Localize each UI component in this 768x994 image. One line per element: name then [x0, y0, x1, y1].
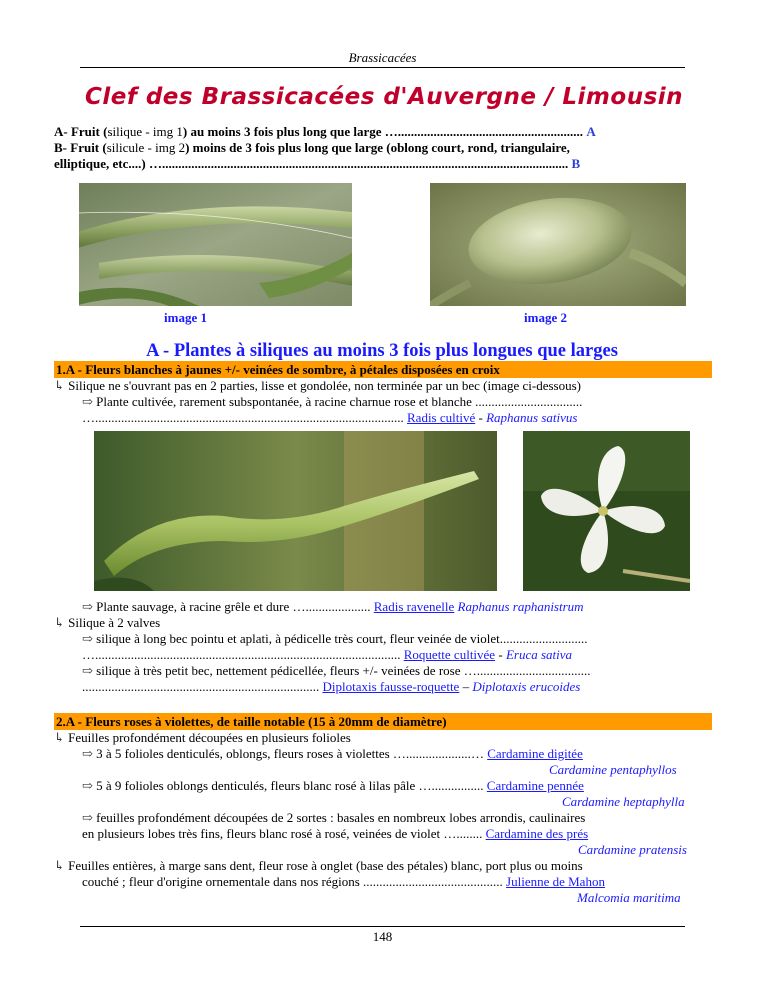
branch-arrow-icon: ↳: [54, 615, 65, 630]
arrow-right-icon: ⇨: [82, 810, 93, 825]
key-item: …............................................................................................... Radis cultivé - Raphanus sativus: [82, 410, 578, 425]
section-2a-band: 2.A - Fleurs roses à violettes, de taille notable (15 à 20mm de diamètre): [54, 713, 712, 730]
key-item: ⇨ Plante cultivée, rarement subspontanée, à racine charnue rose et blanche .................................: [82, 394, 583, 409]
link-roquette-cultivee[interactable]: Roquette cultivée: [403, 647, 496, 662]
key-item: ⇨ 5 à 9 folioles oblongs denticulés, fleurs blanc rosé à lilas pâle …................ Cardamine pennée: [82, 778, 584, 793]
latin-name: Cardamine pentaphyllos: [549, 762, 677, 777]
image1-caption: image 1: [164, 310, 207, 325]
page-number: 148: [372, 929, 393, 944]
branch-arrow-icon: ↳: [54, 378, 65, 393]
key-item: ↳ Feuilles profondément découpées en plusieurs folioles: [54, 730, 351, 745]
running-header: Brassicacées: [348, 50, 417, 65]
latin-name: Cardamine heptaphylla: [562, 794, 685, 809]
key-item: ↳ Feuilles entières, à marge sans dent, fleur rose à onglet (base des pétales) blanc, port plus ou moins: [54, 858, 583, 873]
link-radis-ravenelle[interactable]: Radis ravenelle: [373, 599, 455, 614]
key-line-b2: elliptique, etc....) …............................................................................................................................. B: [54, 156, 581, 171]
link-cardamine-digitee[interactable]: Cardamine digitée: [487, 746, 583, 761]
link-diplotaxis[interactable]: Diplotaxis fausse-roquette: [322, 679, 460, 694]
key-item: ↳ Silique ne s'ouvrant pas en 2 parties, lisse et gondolée, non terminée par un bec (image ci-dessous): [54, 378, 581, 393]
key-letter-a: A: [586, 124, 596, 139]
arrow-right-icon: ⇨: [82, 778, 93, 793]
section-1a-band: 1.A - Fleurs blanches à jaunes +/- veinées de sombre, à pétales disposées en croix: [54, 361, 712, 378]
key-item: ….............................................................................................. Roquette cultivée - Eruca sativa: [82, 647, 573, 662]
image-radis-fleur: [523, 431, 690, 591]
key-item: ⇨ silique à long bec pointu et aplati, à pédicelle très court, fleur veinée de violet...........................: [82, 631, 588, 646]
branch-arrow-icon: ↳: [54, 730, 65, 745]
key-item: ⇨ silique à très petit bec, nettement pédicellée, fleurs +/- veinées de rose …...................................: [82, 663, 591, 678]
key-item: en plusieurs lobes très fins, fleurs blanc rosé à rosé, veinées de violet …........ Cardamine des prés: [82, 826, 589, 841]
key-item: ↳ Silique à 2 valves: [54, 615, 161, 630]
arrow-right-icon: ⇨: [82, 394, 93, 409]
key-item: ⇨ 3 à 5 folioles denticulés, oblongs, fleurs roses à violettes …....................… Cardamine digitée: [82, 746, 583, 761]
key-letter-b: B: [571, 156, 581, 171]
latin-name: Cardamine pratensis: [578, 842, 687, 857]
page-title: Clef des Brassicacées d'Auvergne / Limousin: [84, 84, 684, 110]
arrow-right-icon: ⇨: [82, 663, 93, 678]
image-radis-silique: [94, 431, 497, 591]
branch-arrow-icon: ↳: [54, 858, 65, 873]
image-silicule: [430, 183, 686, 306]
arrow-right-icon: ⇨: [82, 631, 93, 646]
key-line-a: A- Fruit (silique - img 1) au moins 3 fois plus long que large …......................................................... A: [54, 124, 596, 139]
image-silique: [79, 183, 352, 306]
section-a-title: A - Plantes à siliques au moins 3 fois plus longues que larges: [146, 341, 618, 361]
image2-caption: image 2: [524, 310, 567, 325]
latin-name: Malcomia maritima: [577, 890, 681, 905]
key-line-b: B- Fruit (silicule - img 2) moins de 3 fois plus long que large (oblong court, rond, triangulaire,: [54, 140, 570, 155]
key-item: ......................................................................... Diplotaxis fausse-roquette – Diplotaxis erucoides: [82, 679, 581, 694]
link-radis-cultive[interactable]: Radis cultivé: [407, 410, 476, 425]
key-item: couché ; fleur d'origine ornementale dans nos régions ........................................... Julienne de Mahon: [82, 874, 605, 889]
header-divider: [80, 67, 685, 68]
arrow-right-icon: ⇨: [82, 746, 93, 761]
footer-divider: [80, 926, 685, 927]
link-cardamine-pennee[interactable]: Cardamine pennée: [486, 778, 584, 793]
arrow-right-icon: ⇨: [82, 599, 93, 614]
key-item: ⇨ feuilles profondément découpées de 2 sortes : basales en nombreux lobes arrondis, caulinaires: [82, 810, 586, 825]
link-julienne-de-mahon[interactable]: Julienne de Mahon: [506, 874, 605, 889]
key-item: ⇨ Plante sauvage, à racine grêle et dure ….................... Radis ravenelle Raphanus raphanistrum: [82, 599, 584, 614]
link-cardamine-des-pres[interactable]: Cardamine des prés: [485, 826, 589, 841]
